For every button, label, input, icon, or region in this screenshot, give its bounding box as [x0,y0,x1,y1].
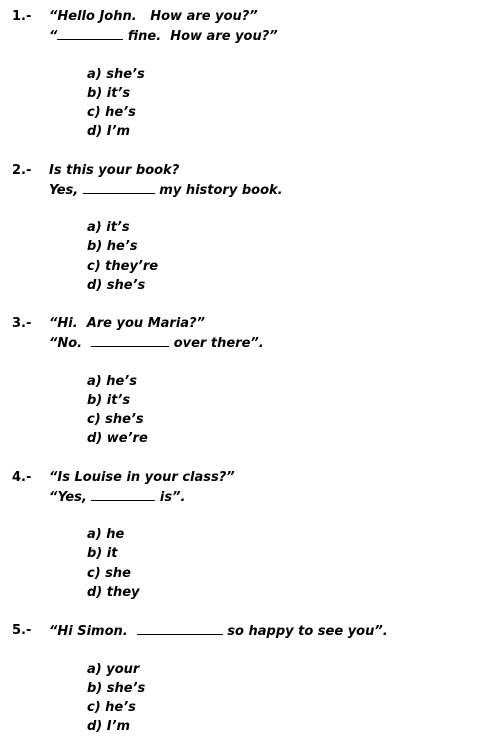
question-4-option-a: a) he [87,527,125,542]
question-1-option-c: c) he’s [87,105,136,120]
question-2-option-a: a) it’s [87,220,130,235]
question-3-option-c: c) she’s [87,412,144,427]
question-4-prompt: “Is Louise in your class?” [49,470,235,485]
question-2-sentence [49,182,283,198]
question-5-option-c: c) he’s [87,700,136,715]
question-1-option-a: a) she’s [87,67,145,82]
question-3-option-d: d) we’re [87,431,148,446]
question-2-option-c: c) they’re [87,259,159,274]
question-2-option-d: d) she’s [87,278,146,293]
question-5-option-a: a) your [87,662,140,677]
question-1-option-b: b) it’s [87,86,131,101]
question-4-option-d: d) they [87,585,140,600]
question-3-prompt: “Hi. Are you Maria?” [49,316,205,331]
sentence-start: “ [49,29,58,44]
question-1-sentence [49,28,278,44]
question-5-number: 5.- [12,623,32,638]
answer-blank [91,489,155,501]
question-1-prompt: “Hello John. How are you?” [49,9,258,24]
question-1-number: 1.- [12,9,32,24]
question-2-option-b: b) he’s [87,239,138,254]
sentence-start: “Yes, [49,490,92,505]
sentence-end: fine. How are you?” [123,29,278,44]
sentence-end: is”. [155,490,186,505]
question-5-option-b: b) she’s [87,681,146,696]
question-4-option-c: c) she [87,566,131,581]
question-5-prompt [49,623,388,639]
sentence-start: Yes, [49,183,83,198]
question-3-option-b: b) it’s [87,393,131,408]
answer-blank [83,182,155,194]
question-4-sentence [49,489,185,505]
answer-blank [57,28,123,40]
question-4-number: 4.- [12,470,32,485]
question-3-sentence [49,335,264,351]
question-3-option-a: a) he’s [87,374,137,389]
sentence-end: over there”. [169,336,264,351]
question-2-prompt: Is this your book? [49,163,180,178]
sentence-start: “No. [49,336,92,351]
sentence-end: my history book. [154,183,283,198]
question-5-option-d: d) I’m [87,719,131,734]
question-3-number: 3.- [12,316,32,331]
sentence-end: so happy to see you”. [222,624,388,639]
question-4-option-b: b) it [87,546,118,561]
answer-blank [91,335,169,347]
question-2-number: 2.- [12,163,32,178]
answer-blank [137,623,223,635]
question-1-option-d: d) I’m [87,124,131,139]
sentence-start: “Hi Simon. [49,624,137,639]
